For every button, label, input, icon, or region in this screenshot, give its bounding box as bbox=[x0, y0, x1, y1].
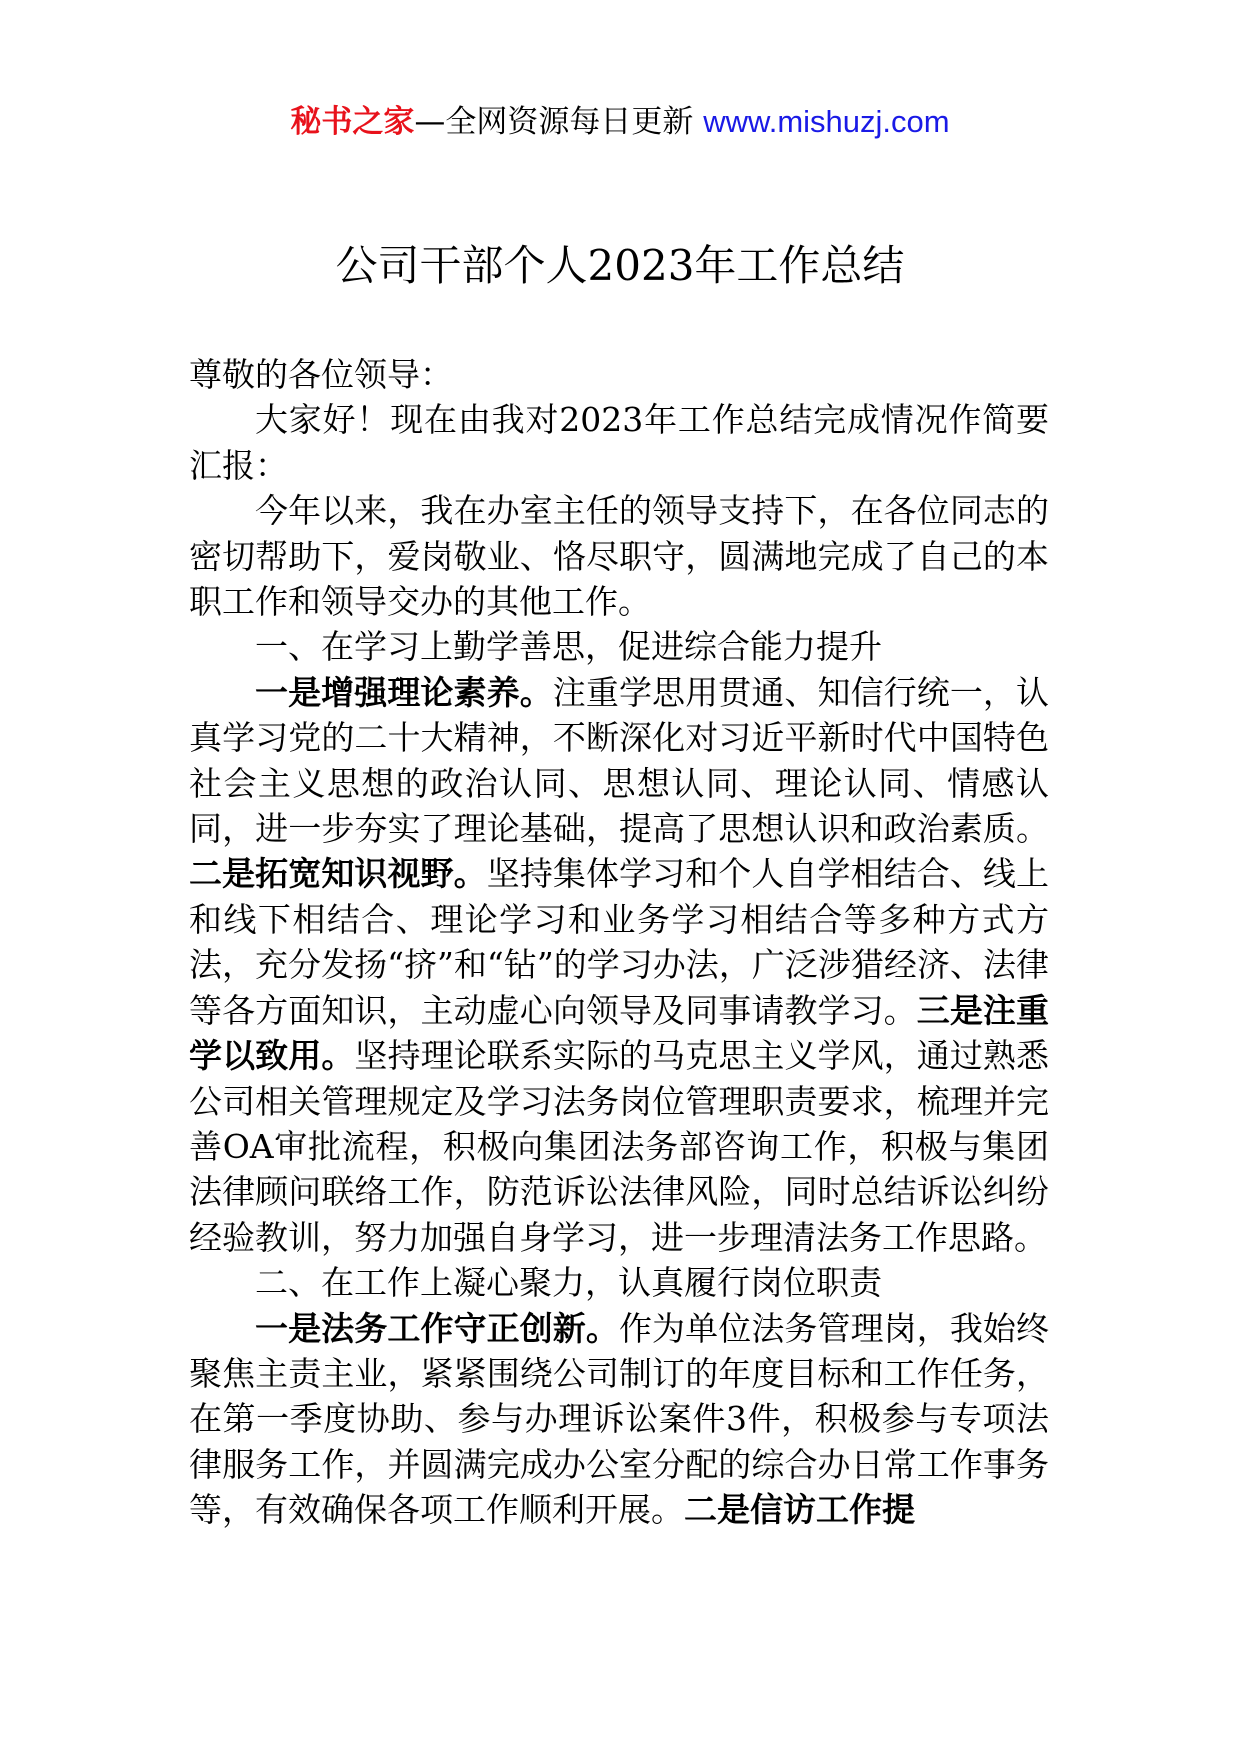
section1-point1-text: 注重学思用贯通、知信行统一，认真学习党的二十大精神，不断深化对习近平新时代中国特色社会主义思想的政治认同、思想认同、理论认同、情感认同，进一步夯实了理论基础，提高了思想认识和政治素质。 bbox=[189, 672, 1050, 849]
section1-point1-title: 一是增强理论素养。 bbox=[255, 672, 553, 712]
section1-point3-title: 三是注重学以致用。 bbox=[189, 990, 1050, 1076]
section1-point3-text: 坚持理论联系实际的马克思主义学风，通过熟悉公司相关管理规定及学习法务岗位管理职责要求，梳理并完善OA审批流程，积极向集团法务部咨询工作，积极与集团法律顾问联络工作，防范诉讼法律风险，同时总结诉讼纠纷经验教训，努力加强自身学习，进一步理清法务工作思路。 bbox=[189, 1036, 1050, 1257]
document-body bbox=[189, 352, 1049, 1533]
section2-point1-text: 作为单位法务管理岗，我始终聚焦主责主业，紧紧围绕公司制订的年度目标和工作任务，在第一季度协助、参与办理诉讼案件3件，积极参与专项法律服务工作，并圆满完成办公室分配的综合办日常工作事务等，有效确保各项工作顺利开展。 bbox=[189, 1308, 1050, 1530]
intro-paragraph: 大家好！现在由我对2023年工作总结完成情况作简要汇报： bbox=[189, 400, 1049, 485]
section2-heading: 二、在工作上凝心聚力，认真履行岗位职责 bbox=[255, 1263, 882, 1303]
site-slogan: —全网资源每日更新 bbox=[414, 104, 704, 140]
site-brand: 秘书之家 bbox=[290, 104, 415, 140]
site-url-link[interactable]: www.mishuzj.com bbox=[703, 104, 950, 139]
section1-point2-title: 二是拓宽知识视野。 bbox=[189, 854, 487, 894]
section2-point2-title: 二是信访工作提 bbox=[684, 1490, 915, 1530]
section1-point2-text: 坚持集体学习和个人自学相结合、线上和线下相结合、理论学习和业务学习相结合等多种方式方法，充分发扬“挤”和“钻”的学习办法，广泛涉猎经济、法律等各方面知识，主动虚心向领导及同事请教学习。 bbox=[189, 854, 1050, 1030]
section2-paragraph bbox=[189, 1306, 1049, 1533]
greeting: 尊敬的各位领导： bbox=[189, 355, 453, 394]
section1-heading: 一、在学习上勤学善思，促进综合能力提升 bbox=[255, 627, 882, 667]
summary-paragraph: 今年以来，我在办室主任的领导支持下，在各位同志的密切帮助下，爱岗敬业、恪尽职守，圆满地完成了自己的本职工作和领导交办的其他工作。 bbox=[189, 491, 1049, 622]
section1-paragraph bbox=[189, 670, 1049, 1260]
site-header bbox=[0, 100, 1240, 144]
document-title: 公司干部个人2023年工作总结 bbox=[335, 241, 905, 290]
section2-point1-title: 一是法务工作守正创新。 bbox=[255, 1308, 619, 1348]
